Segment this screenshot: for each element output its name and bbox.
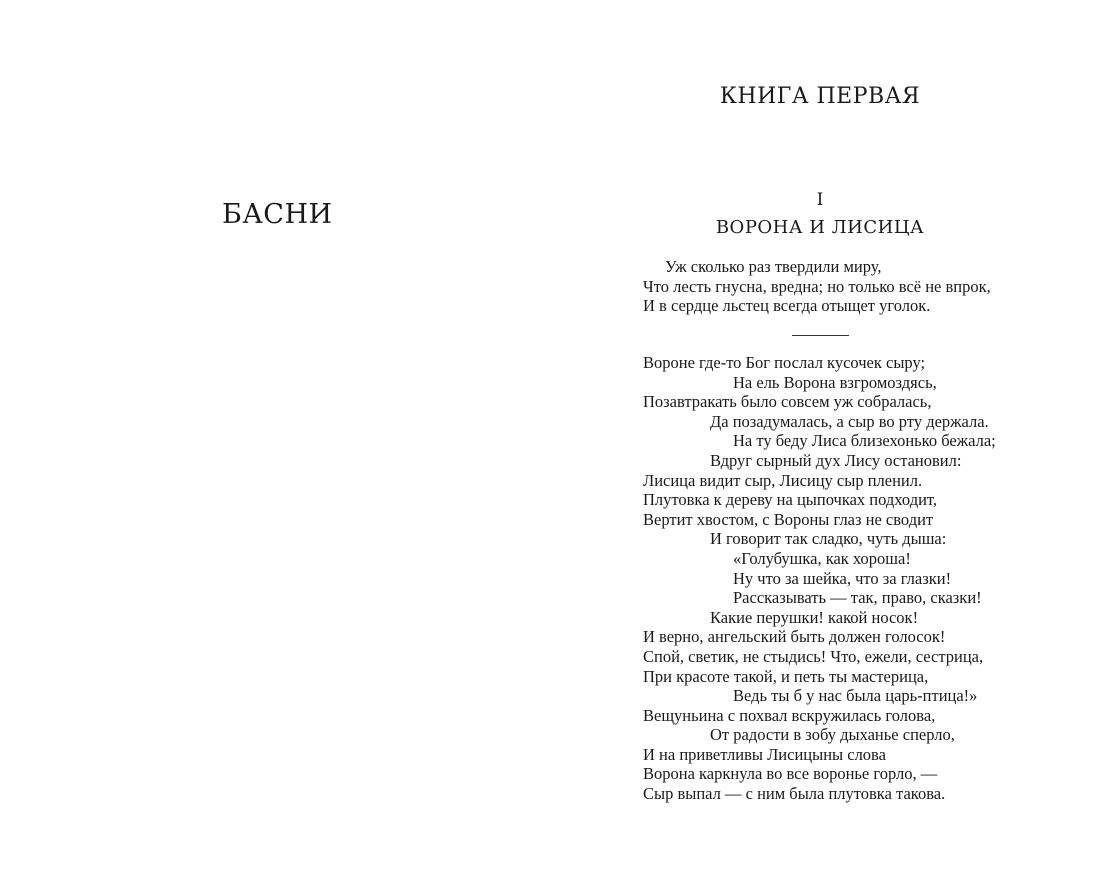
verse-line: Ну что за шейка, что за глазки! — [733, 568, 952, 588]
verse-line: И на приветливы Лисицыны слова — [643, 744, 886, 764]
verse-line: И в сердце льстец всегда отыщет уголок. — [643, 296, 931, 316]
verse-line: Плутовка к дереву на цыпочках подходит, — [643, 490, 938, 510]
verse-line: Да позадумалась, а сыр во рту держала. — [710, 411, 989, 431]
verse-line: Уж сколько раз твердили миру, — [665, 257, 882, 276]
right-page — [550, 0, 1100, 880]
verse-line: Спой, светик, не стыдись! Что, ежели, сестрица, — [643, 646, 984, 666]
verse-line: Вещуньина с похвал вскружилась голова, — [643, 705, 936, 725]
verse-line: И верно, ангельский быть должен голосок! — [643, 627, 946, 647]
verse-line: Рассказывать — так, право, сказки! — [733, 588, 982, 608]
verse-line: От радости в зобу дыханье сперло, — [710, 725, 955, 745]
verse-line: «Голубушка, как хороша! — [733, 548, 911, 568]
verse-line: Что лесть гнусна, вредна; но только всё не впрок, — [643, 276, 991, 296]
verse-line: Вертит хвостом, с Вороны глаз не сводит — [643, 509, 934, 529]
verse-line: Какие перушки! какой носок! — [710, 607, 919, 627]
verse-line: На ту беду Лиса близехонько бежала; — [733, 431, 996, 451]
verse-line: Позавтракать было совсем уж собралась, — [643, 392, 932, 412]
verse-line: Лисица видит сыр, Лисицу сыр пленил. — [643, 470, 923, 490]
stanza-separator — [792, 335, 849, 336]
verse-line: Вдруг сырный дух Лису остановил: — [710, 450, 962, 470]
verse-line: Сыр выпал — с ним была плутовка такова. — [643, 784, 946, 804]
fable-title: ВОРОНА И ЛИСИЦА — [715, 217, 925, 238]
verse-line: Ворона каркнула во все воронье горло, — — [643, 764, 938, 784]
fable-number: I — [816, 190, 824, 210]
book-title: КНИГА ПЕРВАЯ — [719, 84, 921, 109]
verse-line: При красоте такой, и петь ты мастерица, — [643, 666, 929, 686]
verse-line: На ель Ворона взгромоздясь, — [733, 372, 937, 392]
moral-stanza — [643, 257, 991, 316]
section-title: БАСНИ — [222, 199, 333, 230]
verse-line: Ведь ты б у нас была царь-птица!» — [733, 686, 978, 706]
fable-body — [643, 353, 996, 804]
verse-line: И говорит так сладко, чуть дыша: — [710, 529, 947, 549]
verse-line: Вороне где-то Бог послал кусочек сыру; — [643, 353, 926, 372]
